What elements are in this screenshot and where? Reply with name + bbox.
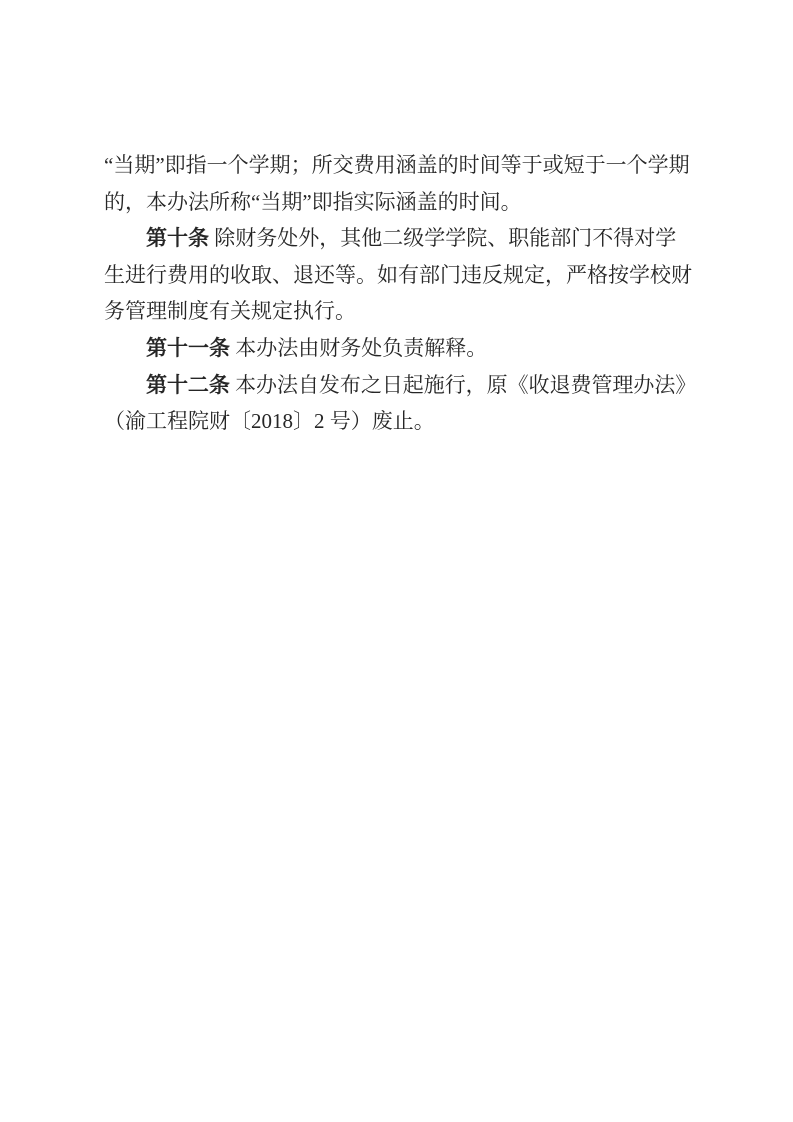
text-segment: “当期”即指一个学期；所交费用涵盖的时间等于或短于一个学期 xyxy=(104,153,690,177)
text-segment: 除财务处外，其他二级学学院、职能部门不得对学 xyxy=(209,226,677,251)
clause-number: 第十条 xyxy=(146,226,209,251)
clause-number: 第十二条 xyxy=(146,372,230,397)
text-line xyxy=(104,220,696,257)
clause-number: 第十一条 xyxy=(146,335,230,360)
text-segment: 的，本办法所称“当期”即指实际涵盖的时间。 xyxy=(104,189,522,214)
text-line xyxy=(104,330,696,367)
document-body xyxy=(104,147,696,440)
text-line xyxy=(104,367,696,404)
text-line xyxy=(104,184,696,221)
text-line xyxy=(104,257,696,294)
text-line xyxy=(104,293,696,330)
text-segment: 生进行费用的收取、退还等。如有部门违反规定，严格按学校财 xyxy=(104,262,692,287)
text-line xyxy=(104,147,696,184)
text-segment: （渝工程院财〔2018〕2 号）废止。 xyxy=(104,409,435,434)
text-segment: 本办法自发布之日起施行，原《收退费管理办法》 xyxy=(229,372,697,397)
text-segment: 务管理制度有关规定执行。 xyxy=(104,299,356,324)
text-segment: 本办法由财务处负责解释。 xyxy=(230,335,488,360)
text-line xyxy=(104,403,696,440)
